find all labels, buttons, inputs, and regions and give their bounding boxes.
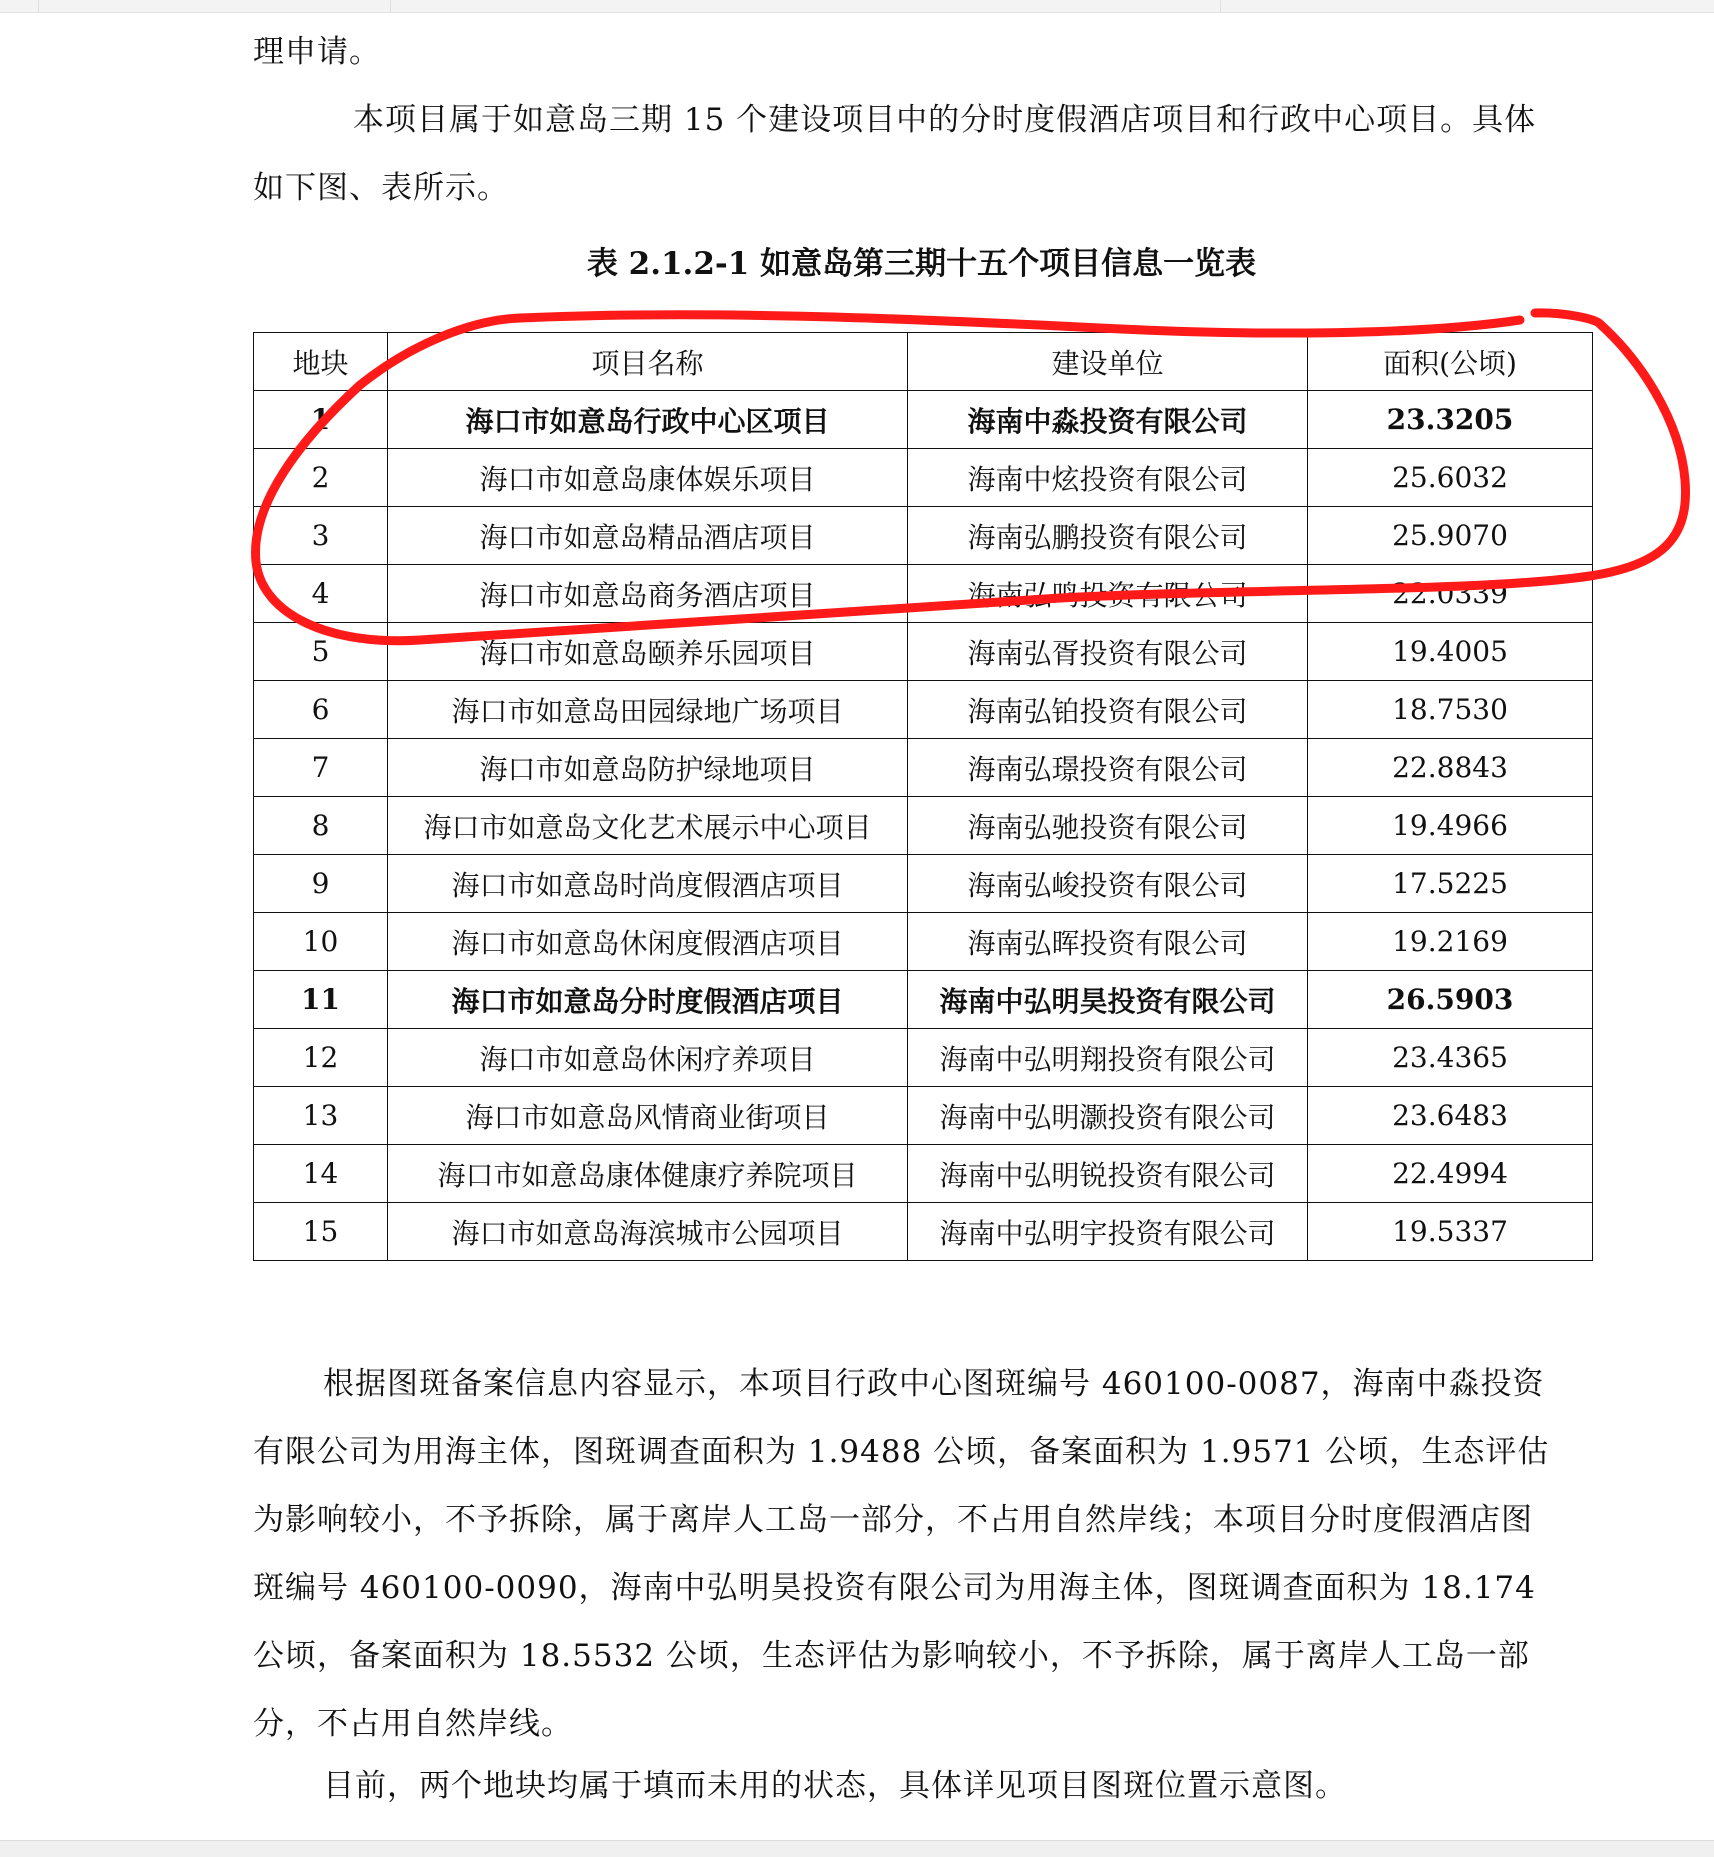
area-cell: 25.6032: [1308, 449, 1593, 507]
area-cell: 17.5225: [1308, 855, 1593, 913]
builder-cell: 海南中淼投资有限公司: [908, 391, 1308, 449]
plot-cell: 3: [254, 507, 388, 565]
area-cell: 19.4005: [1308, 623, 1593, 681]
area-cell: 19.2169: [1308, 913, 1593, 971]
viewer-bottom-strip: [0, 1840, 1714, 1857]
project-name-cell: 海口市如意岛风情商业街项目: [388, 1087, 908, 1145]
area-cell: 19.5337: [1308, 1203, 1593, 1261]
builder-cell: 海南中弘明宇投资有限公司: [908, 1203, 1308, 1261]
builder-cell: 海南中弘明昊投资有限公司: [908, 971, 1308, 1029]
table-row: [254, 449, 1593, 507]
builder-cell: 海南中弘明锐投资有限公司: [908, 1145, 1308, 1203]
plot-cell: 4: [254, 565, 388, 623]
area-cell: 23.3205: [1308, 391, 1593, 449]
header-project-name: 项目名称: [388, 333, 908, 391]
plot-cell: 7: [254, 739, 388, 797]
builder-cell: 海南弘璟投资有限公司: [908, 739, 1308, 797]
table-row: [254, 855, 1593, 913]
project-name-cell: 海口市如意岛精品酒店项目: [388, 507, 908, 565]
header-builder: 建设单位: [908, 333, 1308, 391]
builder-cell: 海南中弘明灏投资有限公司: [908, 1087, 1308, 1145]
builder-cell: 海南中炫投资有限公司: [908, 449, 1308, 507]
table-row: [254, 913, 1593, 971]
table-row: [254, 507, 1593, 565]
table-row: [254, 623, 1593, 681]
plot-cell: 11: [254, 971, 388, 1029]
header-area: 面积(公顷): [1308, 333, 1593, 391]
area-cell: 22.4994: [1308, 1145, 1593, 1203]
table-row: [254, 1029, 1593, 1087]
area-cell: 22.0339: [1308, 565, 1593, 623]
header-plot: 地块: [254, 333, 388, 391]
project-name-cell: 海口市如意岛时尚度假酒店项目: [388, 855, 908, 913]
table-row: [254, 391, 1593, 449]
paragraph-status: 目前，两个地块均属于填而未用的状态，具体详见项目图斑位置示意图。: [323, 1768, 1347, 1804]
project-name-cell: 海口市如意岛分时度假酒店项目: [388, 971, 908, 1029]
project-name-cell: 海口市如意岛防护绿地项目: [388, 739, 908, 797]
project-name-cell: 海口市如意岛休闲度假酒店项目: [388, 913, 908, 971]
area-cell: 25.9070: [1308, 507, 1593, 565]
plot-cell: 15: [254, 1203, 388, 1261]
project-info-table: [253, 332, 1593, 1261]
builder-cell: 海南弘晖投资有限公司: [908, 913, 1308, 971]
builder-cell: 海南弘铂投资有限公司: [908, 681, 1308, 739]
table-row: [254, 681, 1593, 739]
viewer-divider: [1220, 0, 1221, 12]
plot-cell: 10: [254, 913, 388, 971]
table-row: [254, 1087, 1593, 1145]
area-cell: 23.6483: [1308, 1087, 1593, 1145]
table-row: [254, 797, 1593, 855]
paragraph-intro: 本项目属于如意岛三期 15 个建设项目中的分时度假酒店项目和行政中心项目。具体如下图、表所示。: [253, 102, 1537, 206]
area-cell: 19.4966: [1308, 797, 1593, 855]
table-header-row: [254, 333, 1593, 391]
table-row: [254, 1145, 1593, 1203]
plot-cell: 8: [254, 797, 388, 855]
builder-cell: 海南中弘明翔投资有限公司: [908, 1029, 1308, 1087]
viewer-divider: [38, 0, 39, 12]
plot-cell: 9: [254, 855, 388, 913]
table-caption: 表 2.1.2-1 如意岛第三期十五个项目信息一览表: [586, 246, 1257, 282]
builder-cell: 海南弘鹏投资有限公司: [908, 507, 1308, 565]
area-cell: 23.4365: [1308, 1029, 1593, 1087]
plot-cell: 2: [254, 449, 388, 507]
project-name-cell: 海口市如意岛文化艺术展示中心项目: [388, 797, 908, 855]
plot-cell: 13: [254, 1087, 388, 1145]
viewer-top-strip: [0, 0, 1714, 13]
viewer-divider: [390, 0, 391, 12]
builder-cell: 海南弘驰投资有限公司: [908, 797, 1308, 855]
area-cell: 22.8843: [1308, 739, 1593, 797]
plot-cell: 6: [254, 681, 388, 739]
plot-cell: 1: [254, 391, 388, 449]
project-name-cell: 海口市如意岛康体健康疗养院项目: [388, 1145, 908, 1203]
project-name-cell: 海口市如意岛休闲疗养项目: [388, 1029, 908, 1087]
paragraph-tail: 理申请。: [253, 34, 381, 70]
builder-cell: 海南弘峻投资有限公司: [908, 855, 1308, 913]
builder-cell: 海南弘鸣投资有限公司: [908, 565, 1308, 623]
plot-cell: 5: [254, 623, 388, 681]
plot-cell: 12: [254, 1029, 388, 1087]
project-name-cell: 海口市如意岛行政中心区项目: [388, 391, 908, 449]
table-row: [254, 739, 1593, 797]
table-row: [254, 1203, 1593, 1261]
builder-cell: 海南弘胥投资有限公司: [908, 623, 1308, 681]
area-cell: 26.5903: [1308, 971, 1593, 1029]
table-row: [254, 565, 1593, 623]
paragraph-records: 根据图斑备案信息内容显示，本项目行政中心图斑编号 460100-0087，海南中淼投资有限公司为用海主体，图斑调查面积为 1.9488 公顷，备案面积为 1.9571 公顷，生态评估为影响较小，不予拆除，属于离岸人工岛一部分，不占用自然岸线；本项目分时度假酒店图斑编号 460100-0090，海南中弘明昊投资有限公司为用海主体，图斑调查面积为 18.174 公顷，备案面积为 18.5532 公顷，生态评估为影响较小，不予拆除，属于离岸人工岛一部分，不占用自然岸线。: [253, 1366, 1550, 1742]
project-name-cell: 海口市如意岛商务酒店项目: [388, 565, 908, 623]
project-name-cell: 海口市如意岛田园绿地广场项目: [388, 681, 908, 739]
plot-cell: 14: [254, 1145, 388, 1203]
project-name-cell: 海口市如意岛颐养乐园项目: [388, 623, 908, 681]
table-row: [254, 971, 1593, 1029]
project-name-cell: 海口市如意岛海滨城市公园项目: [388, 1203, 908, 1261]
area-cell: 18.7530: [1308, 681, 1593, 739]
project-name-cell: 海口市如意岛康体娱乐项目: [388, 449, 908, 507]
